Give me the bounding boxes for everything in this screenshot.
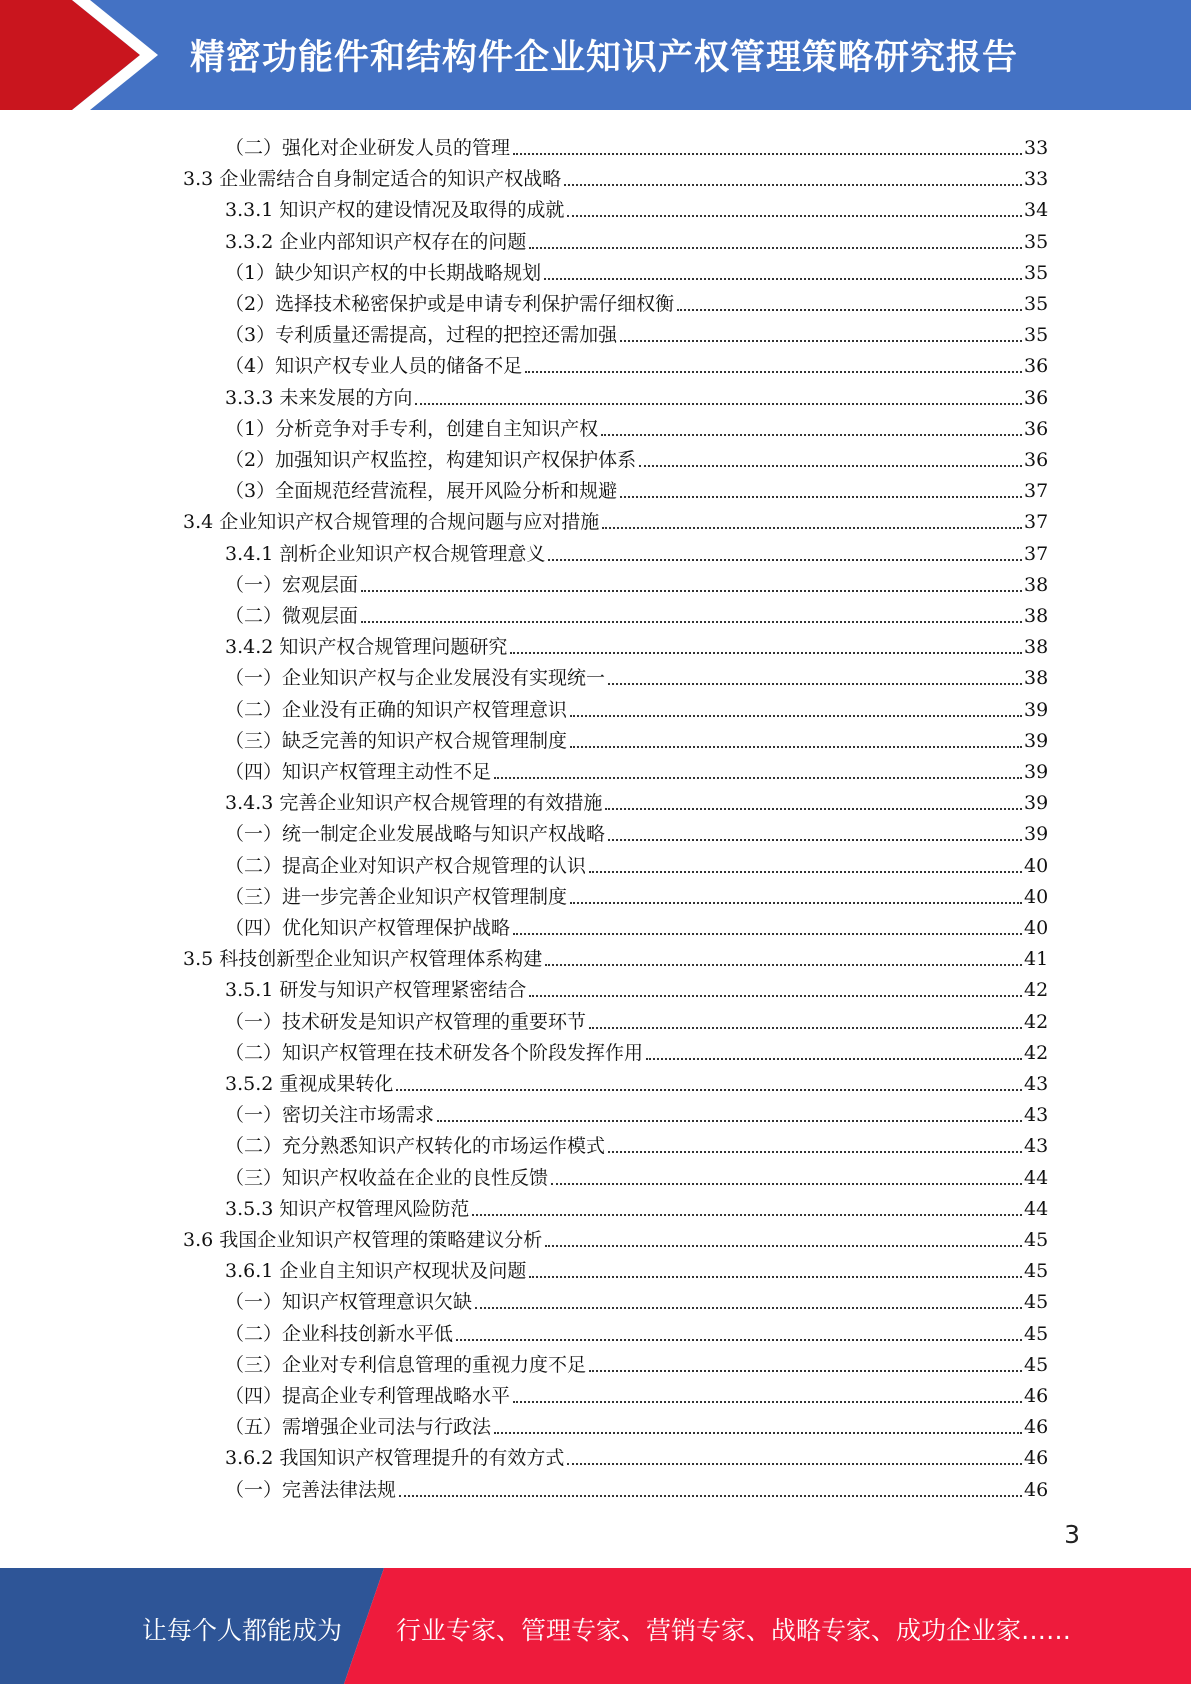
toc-entry-page: 34 — [1024, 199, 1049, 222]
toc-entry[interactable] — [225, 565, 1048, 596]
toc-dot-leader — [361, 620, 1022, 623]
toc-dot-leader — [601, 433, 1022, 436]
toc-entry-page: 36 — [1024, 386, 1049, 409]
toc-entry-page: 40 — [1024, 854, 1049, 877]
toc-entry[interactable] — [225, 1470, 1048, 1501]
toc-dot-leader — [646, 1057, 1022, 1060]
toc-entry-label: （3）全面规范经营流程，展开风险分析和规避 — [225, 480, 618, 503]
toc-dot-leader — [605, 807, 1022, 810]
toc-entry[interactable] — [225, 721, 1048, 752]
toc-entry-page: 39 — [1024, 792, 1049, 815]
toc-entry-label: （二）充分熟悉知识产权转化的市场运作模式 — [225, 1135, 606, 1158]
toc-entry-page: 38 — [1024, 605, 1049, 627]
toc-entry-label: （一）完善法律法规 — [225, 1478, 397, 1501]
toc-dot-leader — [545, 1244, 1022, 1247]
toc-entry[interactable] — [225, 222, 1048, 253]
toc-entry-label: 3.6 我国企业知识产权管理的策略建议分析 — [183, 1229, 543, 1251]
toc-dot-leader — [620, 495, 1022, 498]
toc-entry-label: （五）需增强企业司法与行政法 — [225, 1416, 492, 1439]
toc-entry-label: （三）知识产权收益在企业的良性反馈 — [225, 1166, 549, 1189]
toc-dot-leader — [361, 589, 1022, 592]
toc-dot-leader — [513, 152, 1022, 155]
toc-dot-leader — [475, 1306, 1022, 1309]
toc-entry[interactable] — [225, 190, 1048, 221]
toc-dot-leader — [570, 901, 1022, 904]
toc-dot-leader — [608, 682, 1022, 685]
toc-entry[interactable] — [225, 1376, 1048, 1407]
toc-entry-page: 35 — [1024, 230, 1049, 253]
toc-entry-page: 36 — [1024, 355, 1049, 378]
toc-dot-leader — [570, 714, 1022, 717]
toc-entry-page: 40 — [1024, 917, 1049, 939]
toc-entry-page: 39 — [1024, 823, 1049, 846]
toc-entry[interactable] — [225, 596, 1048, 627]
toc-entry-label: （一）企业知识产权与企业发展没有实现统一 — [225, 667, 606, 690]
toc-entry-label: （一）密切关注市场需求 — [225, 1104, 435, 1127]
toc-dot-leader — [677, 308, 1022, 311]
toc-entry-label: 3.5.3 知识产权管理风险防范 — [225, 1197, 470, 1220]
toc-entry-page: 37 — [1024, 480, 1049, 503]
toc-entry-label: （三）缺乏完善的知识产权合规管理制度 — [225, 729, 568, 752]
toc-entry[interactable] — [183, 939, 1048, 970]
toc-entry[interactable] — [225, 814, 1048, 845]
toc-entry[interactable] — [225, 378, 1048, 409]
toc-entry-label: （三）企业对专利信息管理的重视力度不足 — [225, 1353, 587, 1376]
toc-entry[interactable] — [225, 1407, 1048, 1438]
toc-entry-page: 46 — [1024, 1416, 1049, 1439]
toc-entry-page: 44 — [1024, 1197, 1049, 1220]
toc-entry-label: （二）企业没有正确的知识产权管理意识 — [225, 698, 568, 721]
toc-entry[interactable] — [225, 1095, 1048, 1126]
toc-dot-leader — [494, 776, 1022, 779]
toc-entry[interactable] — [225, 1158, 1048, 1189]
toc-entry-page: 45 — [1024, 1260, 1049, 1283]
toc-entry-label: （4）知识产权专业人员的储备不足 — [225, 355, 523, 378]
page-footer — [0, 1568, 1191, 1684]
toc-entry-label: 3.4.2 知识产权合规管理问题研究 — [225, 636, 508, 659]
toc-entry[interactable] — [225, 908, 1048, 939]
toc-dot-leader — [567, 1462, 1022, 1465]
toc-entry[interactable] — [225, 970, 1048, 1001]
toc-entry[interactable] — [225, 346, 1048, 377]
toc-entry-page: 41 — [1024, 948, 1049, 971]
toc-entry[interactable] — [225, 1033, 1048, 1064]
toc-entry-page: 45 — [1024, 1322, 1049, 1345]
toc-dot-leader — [544, 277, 1022, 280]
toc-entry-label: 3.3 企业需结合自身制定适合的知识产权战略 — [183, 168, 562, 191]
toc-entry-label: （1）缺少知识产权的中长期战略规划 — [225, 261, 542, 284]
toc-entry-page: 45 — [1024, 1229, 1049, 1251]
toc-dot-leader — [551, 1182, 1022, 1185]
toc-dot-leader — [589, 870, 1022, 873]
toc-entry-page: 42 — [1024, 1041, 1049, 1064]
toc-dot-leader — [564, 183, 1022, 186]
toc-dot-leader — [529, 994, 1022, 997]
toc-dot-leader — [529, 1275, 1022, 1278]
toc-entry-page: 37 — [1024, 542, 1049, 565]
toc-entry-page: 43 — [1024, 1104, 1049, 1127]
toc-entry-page: 46 — [1024, 1385, 1049, 1407]
toc-entry-page: 35 — [1024, 293, 1049, 315]
toc-entry[interactable] — [225, 534, 1048, 565]
toc-entry-page: 37 — [1024, 511, 1049, 534]
footer-slogan: 让每个人都能成为 — [142, 1616, 343, 1645]
toc-entry-label: 3.4.3 完善企业知识产权合规管理的有效措施 — [225, 792, 603, 815]
toc-entry-page: 43 — [1024, 1135, 1049, 1158]
toc-dot-leader — [620, 339, 1022, 342]
toc-entry-label: （二）提高企业对知识产权合规管理的认识 — [225, 854, 587, 877]
toc-dot-leader — [529, 246, 1022, 249]
toc-dot-leader — [513, 1400, 1022, 1403]
toc-entry[interactable] — [183, 502, 1048, 533]
toc-dot-leader — [525, 370, 1022, 373]
report-title: 精密功能件和结构件企业知识产权管理策略研究报告 — [190, 38, 1019, 78]
toc-dot-leader — [548, 558, 1022, 561]
toc-entry-label: （四）优化知识产权管理保护战略 — [225, 917, 511, 939]
toc-entry-page: 45 — [1024, 1291, 1049, 1314]
toc-entry-page: 33 — [1024, 137, 1049, 159]
toc-dot-leader — [472, 1213, 1022, 1216]
toc-entry-label: （四）知识产权管理主动性不足 — [225, 761, 492, 783]
toc-entry[interactable] — [225, 658, 1048, 689]
toc-entry-page: 35 — [1024, 324, 1049, 347]
toc-dot-leader — [456, 1338, 1022, 1341]
toc-entry[interactable] — [225, 128, 1048, 159]
toc-dot-leader — [415, 402, 1022, 405]
toc-entry[interactable] — [225, 284, 1048, 315]
toc-entry[interactable] — [225, 846, 1048, 877]
toc-entry-label: 3.5.1 研发与知识产权管理紧密结合 — [225, 979, 527, 1002]
toc-entry-page: 33 — [1024, 168, 1049, 191]
page-header — [0, 0, 1191, 110]
toc-entry-page: 44 — [1024, 1166, 1049, 1189]
toc-entry-label: （一）知识产权管理意识欠缺 — [225, 1291, 473, 1314]
toc-entry[interactable] — [225, 783, 1048, 814]
toc-entry-label: 3.4 企业知识产权合规管理的合规问题与应对措施 — [183, 511, 600, 534]
toc-entry[interactable] — [225, 1282, 1048, 1313]
toc-entry-label: 3.5 科技创新型企业知识产权管理体系构建 — [183, 948, 543, 971]
toc-entry[interactable] — [225, 409, 1048, 440]
toc-entry-label: 3.5.2 重视成果转化 — [225, 1073, 394, 1095]
toc-entry[interactable] — [225, 627, 1048, 658]
toc-entry-label: （1）分析竞争对手专利，创建自主知识产权 — [225, 417, 599, 440]
toc-entry-page: 39 — [1024, 761, 1049, 783]
toc-entry[interactable] — [225, 1189, 1048, 1220]
toc-entry-page: 39 — [1024, 698, 1049, 721]
toc-dot-leader — [589, 1369, 1022, 1372]
toc-entry-label: 3.3.2 企业内部知识产权存在的问题 — [225, 230, 527, 253]
toc-entry[interactable] — [225, 1251, 1048, 1282]
toc-entry-label: 3.4.1 剖析企业知识产权合规管理意义 — [225, 542, 546, 565]
toc-entry[interactable] — [225, 877, 1048, 908]
toc-dot-leader — [399, 1494, 1022, 1497]
toc-entry[interactable] — [225, 471, 1048, 502]
toc-entry[interactable] — [225, 1438, 1048, 1469]
toc-entry-page: 45 — [1024, 1353, 1049, 1376]
toc-entry[interactable] — [225, 690, 1048, 721]
toc-dot-leader — [608, 838, 1022, 841]
toc-dot-leader — [513, 932, 1022, 935]
toc-entry[interactable] — [183, 1220, 1048, 1251]
toc-entry-label: （3）专利质量还需提高，过程的把控还需加强 — [225, 324, 618, 347]
toc-entry-label: （一）统一制定企业发展战略与知识产权战略 — [225, 823, 606, 846]
toc-dot-leader — [589, 1026, 1022, 1029]
toc-entry-page: 38 — [1024, 573, 1049, 596]
toc-dot-leader — [510, 651, 1022, 654]
toc-entry-label: （四）提高企业专利管理战略水平 — [225, 1385, 511, 1407]
toc-entry[interactable] — [225, 1345, 1048, 1376]
toc-entry-label: 3.3.1 知识产权的建设情况及取得的成就 — [225, 199, 565, 222]
footer-roles: 行业专家、管理专家、营销专家、战略专家、成功企业家…… — [396, 1616, 1072, 1645]
toc-entry-page: 43 — [1024, 1073, 1049, 1095]
toc-entry-page: 38 — [1024, 636, 1049, 659]
toc-entry[interactable] — [225, 1064, 1048, 1095]
toc-entry[interactable] — [225, 440, 1048, 471]
toc-entry[interactable] — [225, 1002, 1048, 1033]
toc-entry-label: （二）微观层面 — [225, 605, 359, 627]
toc-entry[interactable] — [225, 315, 1048, 346]
toc-entry-page: 42 — [1024, 1010, 1049, 1033]
toc-entry-page: 39 — [1024, 729, 1049, 752]
toc-entry-label: （三）进一步完善企业知识产权管理制度 — [225, 885, 568, 908]
toc-entry-label: （一）技术研发是知识产权管理的重要环节 — [225, 1010, 587, 1033]
toc-dot-leader — [494, 1431, 1022, 1434]
toc-entry-label: （二）知识产权管理在技术研发各个阶段发挥作用 — [225, 1041, 644, 1064]
toc-entry[interactable] — [183, 159, 1048, 190]
toc-entry-label: （二）强化对企业研发人员的管理 — [225, 137, 511, 159]
toc-entry-label: 3.3.3 未来发展的方向 — [225, 386, 413, 409]
toc-dot-leader — [545, 963, 1022, 966]
toc-entry-page: 40 — [1024, 885, 1049, 908]
toc-entry-label: （2）选择技术秘密保护或是申请专利保护需仔细权衡 — [225, 293, 675, 315]
toc-entry-page: 36 — [1024, 417, 1049, 440]
toc-entry-label: （2）加强知识产权监控，构建知识产权保护体系 — [225, 449, 637, 471]
toc-entry-page: 38 — [1024, 667, 1049, 690]
toc-dot-leader — [567, 214, 1022, 217]
toc-dot-leader — [396, 1088, 1022, 1091]
toc-dot-leader — [437, 1119, 1022, 1122]
toc-entry[interactable] — [225, 1314, 1048, 1345]
toc-dot-leader — [570, 745, 1022, 748]
toc-entry[interactable] — [225, 253, 1048, 284]
page-number: 3 — [1064, 1520, 1080, 1549]
toc-entry-label: 3.6.1 企业自主知识产权现状及问题 — [225, 1260, 527, 1283]
toc-entry-label: 3.6.2 我国知识产权管理提升的有效方式 — [225, 1447, 565, 1470]
toc-dot-leader — [639, 464, 1022, 467]
toc-entry-label: （一）宏观层面 — [225, 573, 359, 596]
toc-entry-page: 46 — [1024, 1478, 1049, 1501]
toc-entry-page: 35 — [1024, 261, 1049, 284]
toc-entry-page: 42 — [1024, 979, 1049, 1002]
toc-entry[interactable] — [225, 1126, 1048, 1157]
toc-dot-leader — [602, 526, 1022, 529]
toc-entry-page: 46 — [1024, 1447, 1049, 1470]
toc-entry[interactable] — [225, 752, 1048, 783]
toc-entry-label: （二）企业科技创新水平低 — [225, 1322, 454, 1345]
toc-entry-page: 36 — [1024, 449, 1049, 471]
toc-dot-leader — [608, 1150, 1022, 1153]
